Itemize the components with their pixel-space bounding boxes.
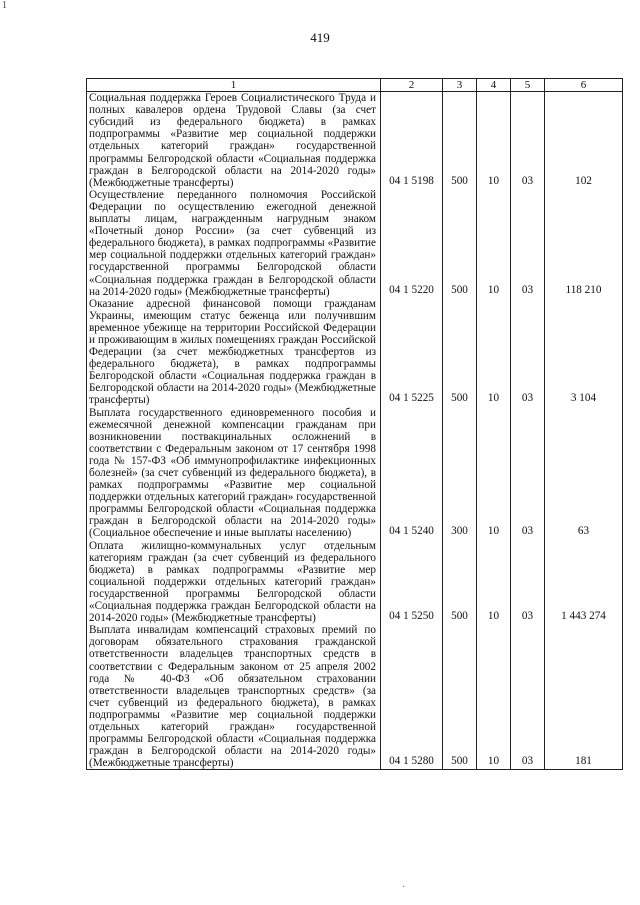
row-subsection: 03 — [511, 540, 545, 625]
row-section: 10 — [477, 189, 511, 298]
scan-speck: · — [402, 882, 406, 893]
page-number: 419 — [310, 30, 330, 45]
header-row — [87, 79, 623, 92]
row-expense-type: 500 — [443, 540, 477, 625]
budget-table — [86, 78, 623, 770]
margin-mark: 1 — [2, 0, 7, 11]
header-col-6: 6 — [545, 79, 623, 92]
row-target-code: 04 1 5240 — [381, 407, 443, 540]
table-row — [87, 624, 623, 770]
row-subsection: 03 — [511, 407, 545, 540]
table-row — [87, 298, 623, 407]
budget-table-container — [86, 78, 622, 770]
row-section: 10 — [477, 540, 511, 625]
row-description: Оплата жилищно-коммунальных услуг отдельным категориям граждан (за счет субвенций из федерального бюджета) в рамках подпрограммы «Развитие мер социальной поддержки отдельных категорий граждан» государственной программы Белгородской области «Социальная поддержка граждан Белгородской области на 2014-2020 годы» (Межбюджетные трансферты) — [87, 540, 381, 625]
row-subsection: 03 — [511, 298, 545, 407]
row-target-code: 04 1 5198 — [381, 92, 443, 189]
row-expense-type: 300 — [443, 407, 477, 540]
row-expense-type: 500 — [443, 624, 477, 770]
row-amount: 3 104 — [545, 298, 623, 407]
row-amount: 1 443 274 — [545, 540, 623, 625]
row-target-code: 04 1 5220 — [381, 189, 443, 298]
row-amount: 118 210 — [545, 189, 623, 298]
row-description: Оказание адресной финансовой помощи гражданам Украины, имеющим статус беженца или получившим временное убежище на территории Российской Федерации и проживающим в жилых помещениях граждан Российской Федерации (за счет межбюджетных трансфертов из федерального бюджета), в рамках подпрограммы Белгородской области «Социальная поддержка граждан в Белгородской области на 2014-2020 годы» (Межбюджетные трансферты) — [87, 298, 381, 407]
row-description: Осуществление переданного полномочия Российской Федерации по осуществлению ежегодной денежной выплаты лицам, награжденным нагрудным знаком «Почетный донор России» (за счет субвенций из федерального бюджета), в рамках подпрограммы «Развитие мер социальной поддержки отдельных категорий граждан» государственной программы Белгородской области «Социальная поддержка граждан в Белгородской области на 2014-2020 годы» (Межбюджетные трансферты) — [87, 189, 381, 298]
row-expense-type: 500 — [443, 298, 477, 407]
row-description: Социальная поддержка Героев Социалистического Труда и полных кавалеров ордена Трудовой Славы (за счет субсидий из федерального бюджета) в рамках подпрограммы «Развитие мер социальной поддержки отдельных категорий граждан» государственной программы Белгородской области «Социальная поддержка граждан в Белгородской области на 2014-2020 годы» (Межбюджетные трансферты) — [87, 92, 381, 189]
row-section: 10 — [477, 92, 511, 189]
row-subsection: 03 — [511, 189, 545, 298]
row-amount: 181 — [545, 624, 623, 770]
table-row — [87, 540, 623, 625]
table-row — [87, 407, 623, 540]
row-section: 10 — [477, 624, 511, 770]
row-expense-type: 500 — [443, 92, 477, 189]
header-col-4: 4 — [477, 79, 511, 92]
row-description: Выплата государственного единовременного пособия и ежемесячной денежной компенсации гражданам при возникновении поствакцинальных осложнений в соответствии с Федеральным законом от 17 сентября 1998 года № 157-ФЗ «Об иммунопрофилактике инфекционных болезней» (за счет субвенций из федерального бюджета), в рамках подпрограммы «Развитие мер социальной поддержки отдельных категорий граждан» государственной программы Белгородской области «Социальная поддержка граждан в Белгородской области на 2014-2020 годы» (Социальное обеспечение и иные выплаты населению) — [87, 407, 381, 540]
row-target-code: 04 1 5225 — [381, 298, 443, 407]
table-row — [87, 189, 623, 298]
header-col-1: 1 — [87, 79, 381, 92]
row-expense-type: 500 — [443, 189, 477, 298]
row-amount: 102 — [545, 92, 623, 189]
row-description: Выплата инвалидам компенсаций страховых премий по договорам обязательного страхования гражданской ответственности владельцев транспортных средств в соответствии с Федеральным законом от 25 апреля 2002 года № 40-ФЗ «Об обязательном страховании ответственности владельцев транспортных средств» (за счет субвенций из федерального бюджета), в рамках подпрограммы «Развитие мер социальной поддержки отдельных категорий граждан» государственной программы Белгородской области «Социальная поддержка граждан в Белгородской области на 2014-2020 годы» (Межбюджетные трансферты) — [87, 624, 381, 770]
row-target-code: 04 1 5280 — [381, 624, 443, 770]
row-subsection: 03 — [511, 624, 545, 770]
table-row — [87, 92, 623, 189]
header-col-2: 2 — [381, 79, 443, 92]
row-target-code: 04 1 5250 — [381, 540, 443, 625]
header-col-3: 3 — [443, 79, 477, 92]
header-col-5: 5 — [511, 79, 545, 92]
row-section: 10 — [477, 298, 511, 407]
row-subsection: 03 — [511, 92, 545, 189]
row-section: 10 — [477, 407, 511, 540]
row-amount: 63 — [545, 407, 623, 540]
